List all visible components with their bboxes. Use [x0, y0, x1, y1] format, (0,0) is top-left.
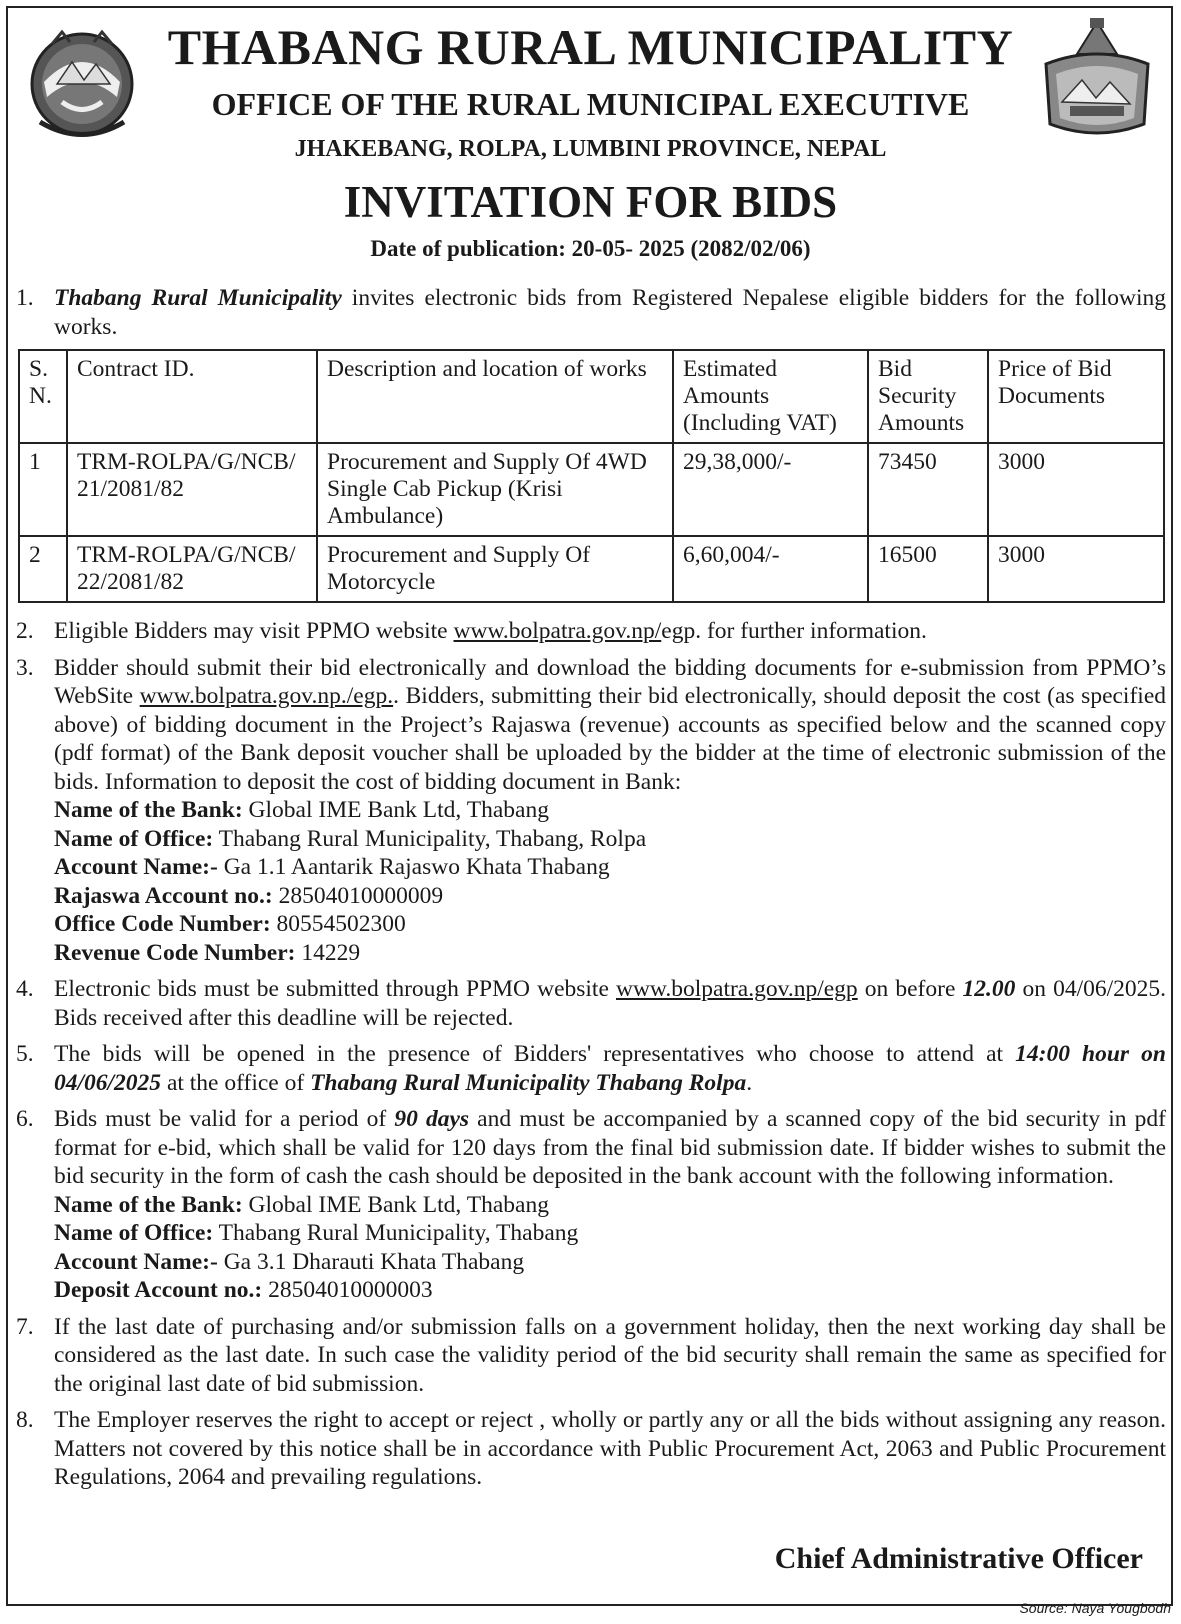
opening-time: 14:00 hour on 04/06/2025 — [54, 1041, 1166, 1096]
clause-number: 6. — [16, 1106, 34, 1132]
header-contract-id: Contract ID. — [67, 350, 317, 443]
clause-4 — [14, 975, 1166, 1032]
clause-text: . — [746, 1069, 753, 1096]
cell-description: Procurement and Supply Of 4WD Single Cab Pickup (Krisi Ambulance) — [317, 443, 673, 536]
bank-detail-line: Name of the Bank: Global IME Bank Ltd, Thabang — [54, 797, 549, 823]
office-title: OFFICE OF THE RURAL MUNICIPAL EXECUTIVE — [211, 86, 970, 122]
clause-text: on 04/06/2025. Bids received after this deadline will be rejected. — [54, 976, 1167, 1031]
table-header-row — [19, 350, 1164, 443]
clause-text: egp. for further information. — [661, 618, 927, 644]
municipality-title: THABANG RURAL MUNICIPALITY — [167, 19, 1014, 75]
clause-number: 2. — [16, 618, 34, 644]
bank-detail-line: Name of Office: Thabang Rural Municipality, Thabang — [54, 1220, 579, 1246]
clause-1 — [14, 284, 1166, 341]
organization-name: Thabang Rural Municipality — [54, 285, 342, 311]
clause-text: at the office of — [161, 1069, 311, 1096]
clause-number: 7. — [16, 1313, 34, 1340]
clause-number: 3. — [16, 654, 34, 681]
ppmo-website-link[interactable]: www.bolpatra.gov.np/ — [453, 618, 662, 644]
clause-number: 4. — [16, 976, 34, 1002]
table-row — [19, 443, 1164, 536]
clause-text: The Employer reserves the right to accept or reject , wholly or partly any or all the bids without assigning any reason. Matters not covered by this notice shall be in accordance with Public Procurement Act, 2063 and Public Procurement Regulations, 2064 and prevailing regulations. — [54, 1407, 1166, 1490]
clause-3 — [14, 654, 1166, 968]
clause-text: invites electronic bids from Registered Nepalese eligible bidders for the following works. — [54, 285, 1166, 340]
clause-text: Eligible Bidders may visit PPMO website — [54, 618, 454, 644]
header-estimated-amount: Estimated Amounts (Including VAT) — [673, 350, 868, 443]
header-bid-security: Bid Security Amounts — [868, 350, 988, 443]
validity-period: 90 days — [394, 1106, 470, 1132]
clause-text: on before — [857, 976, 963, 1002]
deadline-time: 12.00 — [962, 976, 1016, 1002]
clause-number: 5. — [16, 1041, 34, 1067]
clause-2 — [14, 617, 1166, 646]
clause-number: 8. — [16, 1407, 34, 1433]
clause-text: Bidder should submit their bid electronically and download the bidding documents for e-submission from PPMO’s WebSite — [54, 654, 1166, 709]
cell-description: Procurement and Supply Of Motorcycle — [317, 536, 673, 602]
cell-estimated-amount: 29,38,000/- — [673, 443, 868, 536]
header-description: Description and location of works — [317, 350, 673, 443]
bank-detail-line: Deposit Account no.: 28504010000003 — [54, 1277, 433, 1303]
cell-price-documents: 3000 — [988, 536, 1164, 602]
ppmo-website-link[interactable]: www.bolpatra.gov.np/egp — [615, 976, 858, 1002]
clause-8 — [14, 1406, 1166, 1492]
cell-contract-id: TRM-ROLPA/G/NCB/ 22/2081/82 — [67, 536, 317, 602]
clause-text: . Bidders, submitting their bid electronically, should deposit the cost (as specified above) of bidding document in the Project’s Rajaswa (revenue) accounts as specified below and the scanned copy (pdf format) of the Bank deposit voucher shall be uploaded by the bidder at the time of electronic submission of the bids. Information to deposit the cost of bidding document in Bank: — [54, 683, 1166, 795]
signatory-title: Chief Administrative Officer — [774, 1542, 1143, 1575]
clause-text: Bids must be valid for a period of — [54, 1106, 395, 1132]
bank-detail-line: Rajaswa Account no.: 28504010000009 — [54, 882, 444, 909]
bank-detail-line: Revenue Code Number: 14229 — [54, 939, 361, 966]
table-row — [19, 536, 1164, 602]
cell-bid-security: 16500 — [868, 536, 988, 602]
bank-detail-line: Account Name:- Ga 3.1 Dharauti Khata Thabang — [54, 1248, 525, 1275]
bank-detail-line: Account Name:- Ga 1.1 Aantarik Rajaswo Khata Thabang — [54, 854, 610, 880]
cell-sn: 2 — [19, 536, 67, 602]
clause-5 — [14, 1040, 1166, 1097]
clause-6 — [14, 1105, 1166, 1305]
works-table — [18, 349, 1165, 603]
clause-number: 1. — [16, 285, 34, 311]
clause-text: and must be accompanied by a scanned copy of the bid security in pdf format for e-bid, which shall be valid for 120 days from the final bid submission date. If bidder wishes to submit the bid security in the form of cash the cash should be deposited in the bank account with the following information. — [54, 1106, 1167, 1189]
clause-text: If the last date of purchasing and/or submission falls on a government holiday, then the next working day shall be considered as the last date. In such case the validity period of the bid security shall remain the same as specified for the original last date of bid submission. — [54, 1313, 1166, 1397]
opening-place: Thabang Rural Municipality Thabang Rolpa — [310, 1069, 747, 1096]
cell-estimated-amount: 6,60,004/- — [673, 536, 868, 602]
clause-text: The bids will be opened in the presence of Bidders' representatives who choose to attend at — [54, 1041, 1016, 1067]
header-sn: S. N. — [19, 350, 67, 443]
source-credit: Source: Naya Yougbodh — [1019, 1600, 1171, 1616]
cell-price-documents: 3000 — [988, 443, 1164, 536]
cell-bid-security: 73450 — [868, 443, 988, 536]
clause-7 — [14, 1313, 1166, 1399]
header-price-documents: Price of Bid Documents — [988, 350, 1164, 443]
cell-sn: 1 — [19, 443, 67, 536]
notice-body — [14, 284, 1166, 1500]
bank-detail-line: Name of the Bank: Global IME Bank Ltd, Thabang — [54, 1191, 549, 1218]
cell-contract-id: TRM-ROLPA/G/NCB/ 21/2081/82 — [67, 443, 317, 536]
address-line: JHAKEBANG, ROLPA, LUMBINI PROVINCE, NEPAL — [294, 136, 887, 162]
bank-detail-line: Name of Office: Thabang Rural Municipality, Thabang, Rolpa — [54, 825, 647, 852]
clause-text: Electronic bids must be submitted through PPMO website — [54, 976, 616, 1002]
notice-title: INVITATION FOR BIDS — [343, 177, 838, 227]
publication-date: Date of publication: 20-05- 2025 (2082/02/06) — [370, 236, 811, 261]
ppmo-website-link[interactable]: www.bolpatra.gov.np./egp. — [139, 683, 394, 709]
bank-detail-line: Office Code Number: 80554502300 — [54, 911, 406, 937]
